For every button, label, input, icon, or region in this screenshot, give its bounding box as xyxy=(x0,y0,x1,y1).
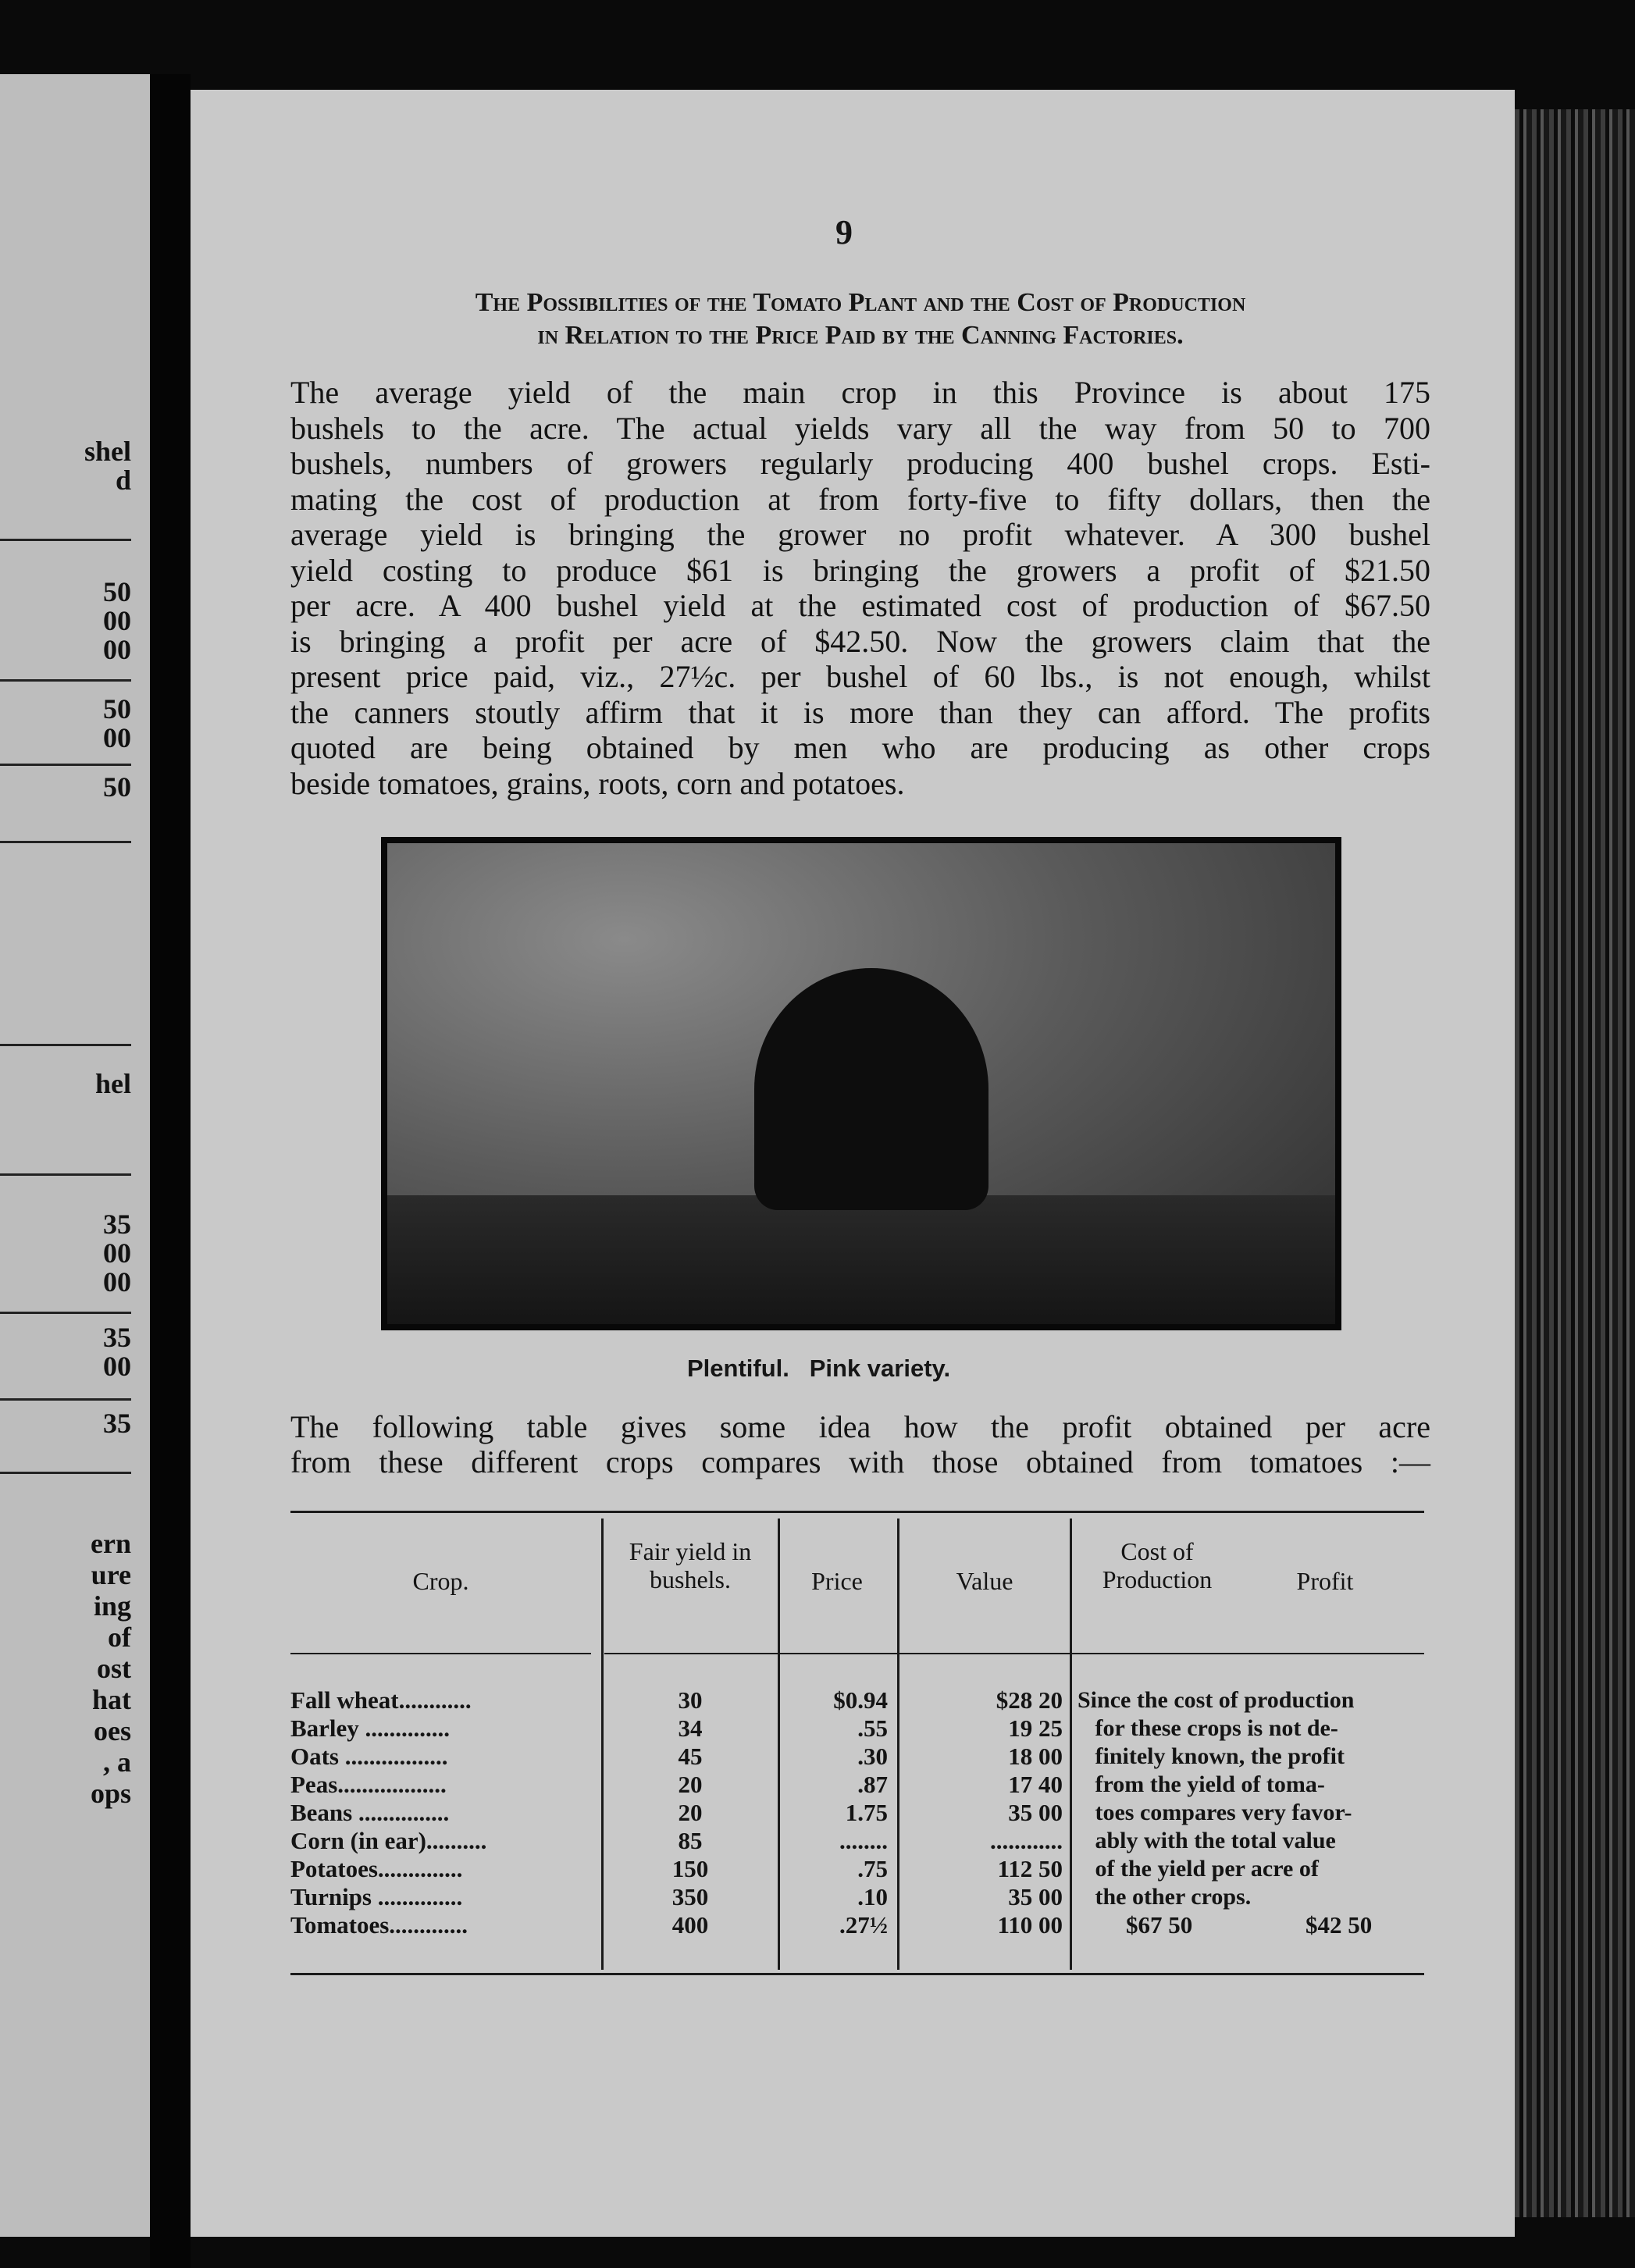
left-rule xyxy=(0,1173,131,1176)
tomato-photograph xyxy=(381,837,1341,1330)
paragraph-line: mating the cost of production at from forty-five to fifty dollars, then the xyxy=(290,481,1430,517)
table-cell-yield: 34 xyxy=(678,1714,703,1742)
section-heading-line-2: in Relation to the Price Paid by the Canning Factories. xyxy=(537,321,1184,350)
table-cell-price: .55 xyxy=(857,1714,888,1742)
left-rule xyxy=(0,841,131,843)
crop-profit-table xyxy=(290,1511,1424,1979)
table-cell-crop: Corn (in ear).......... xyxy=(290,1827,487,1854)
left-rule xyxy=(0,539,131,541)
table-cell-yield: 20 xyxy=(678,1771,703,1798)
header-value: Value xyxy=(956,1567,1013,1595)
table-cell-yield: 400 xyxy=(671,1911,709,1939)
photo-tomato-pile xyxy=(754,968,988,1210)
left-rule xyxy=(0,1312,131,1314)
book-gutter xyxy=(150,74,191,2268)
intro-line: The following table gives some idea how the profit obtained per acre xyxy=(290,1409,1430,1444)
table-cell-value: 19 25 xyxy=(1008,1714,1063,1742)
table-cell-crop: Potatoes.............. xyxy=(290,1855,463,1882)
tomato-cost: $67 50 xyxy=(1126,1911,1193,1939)
column-rule xyxy=(778,1519,780,1970)
left-fragment-text: 35 xyxy=(103,1408,131,1439)
cost-note: Since the cost of production for these crops is not de- finitely known, the profit from the yield of toma- toes compares very favor- ably with the total value of the yield per acre of the other crops. xyxy=(1078,1687,1355,1910)
table-cell-crop: Fall wheat............ xyxy=(290,1686,472,1714)
paragraph-line: bushels, numbers of growers regularly producing 400 bushel crops. Esti- xyxy=(290,446,1430,481)
column-rule xyxy=(601,1519,604,1970)
header-crop: Crop. xyxy=(412,1567,469,1595)
paragraph-line: yield costing to produce $61 is bringing the growers a profit of $21.50 xyxy=(290,552,1430,588)
left-fragment-text: shel d xyxy=(84,436,131,496)
table-cell-crop: Peas.................. xyxy=(290,1771,447,1798)
page-number: 9 xyxy=(835,213,853,251)
left-fragment-text: 50 00 xyxy=(103,693,131,753)
table-cell-price: .30 xyxy=(857,1743,888,1770)
left-fragment-text: 50 00 00 xyxy=(103,576,131,665)
table-cell-price: .10 xyxy=(857,1883,888,1910)
header-yield: Fair yield in bushels. xyxy=(629,1537,752,1593)
column-rule xyxy=(1070,1519,1072,1970)
header-cost: Cost of Production xyxy=(1102,1537,1213,1593)
table-cell-crop: Beans ............... xyxy=(290,1799,450,1826)
paragraph-line: The average yield of the main crop in this Province is about 175 xyxy=(290,375,1430,410)
left-fragment-text: 35 00 00 xyxy=(103,1209,131,1298)
left-rule xyxy=(0,1044,131,1046)
table-cell-price: .27½ xyxy=(839,1911,888,1939)
paragraph-line: per acre. A 400 bushel yield at the estimated cost of production of $67.50 xyxy=(290,588,1430,623)
left-fragment-text: hel xyxy=(94,1068,131,1099)
table-top-rule xyxy=(290,1511,1424,1513)
table-cell-value: 110 00 xyxy=(997,1911,1063,1939)
photo-image xyxy=(387,843,1335,1324)
table-cell-yield: 20 xyxy=(678,1799,703,1826)
table-cell-price: .75 xyxy=(857,1855,888,1882)
paragraph-line: is bringing a profit per acre of $42.50. Now the growers claim that the xyxy=(290,623,1430,659)
table-cell-yield: 85 xyxy=(678,1827,703,1854)
table-cell-price: 1.75 xyxy=(845,1799,888,1826)
tomato-profit: $42 50 xyxy=(1306,1911,1373,1939)
header-rule xyxy=(1078,1653,1424,1654)
header-profit: Profit xyxy=(1296,1567,1354,1595)
table-cell-yield: 350 xyxy=(671,1883,709,1910)
left-rule xyxy=(0,679,131,682)
left-rule xyxy=(0,1398,131,1401)
photo-caption: Plentiful. Pink variety. xyxy=(687,1355,951,1382)
column-rule xyxy=(897,1519,899,1970)
left-fragment-text: 35 00 xyxy=(103,1322,131,1382)
left-rule xyxy=(0,1472,131,1474)
left-rule xyxy=(0,764,131,766)
table-cell-yield: 150 xyxy=(671,1855,709,1882)
paragraph-line: bushels to the acre. The actual yields vary all the way from 50 to 700 xyxy=(290,410,1430,446)
table-bottom-rule xyxy=(290,1973,1424,1975)
header-rule xyxy=(290,1653,591,1654)
table-cell-value: 112 50 xyxy=(997,1855,1063,1882)
table-cell-crop: Turnips .............. xyxy=(290,1883,463,1910)
paragraph-line: present price paid, viz., 27½c. per bushel of 60 lbs., is not enough, whilst xyxy=(290,659,1430,694)
table-cell-yield: 30 xyxy=(678,1686,703,1714)
table-cell-price: $0.94 xyxy=(833,1686,888,1714)
table-intro xyxy=(290,1409,1430,1479)
paragraph-line: beside tomatoes, grains, roots, corn and potatoes. xyxy=(290,765,905,801)
table-cell-value: 35 00 xyxy=(1008,1799,1063,1826)
table-cell-value: ............ xyxy=(990,1827,1063,1854)
intro-line: from these different crops compares with those obtained from tomatoes :— xyxy=(290,1444,1430,1479)
paragraph-line: quoted are being obtained by men who are producing as other crops xyxy=(290,730,1430,765)
paragraph-line: the canners stoutly affirm that it is more than they can afford. The profits xyxy=(290,694,1430,730)
page-edges xyxy=(1515,109,1635,2217)
left-fragment-text: ern ure ing of ost hat oes , a ops xyxy=(90,1528,131,1809)
left-fragment-text: 50 xyxy=(103,771,131,803)
left-page-fragment xyxy=(0,74,150,2237)
table-cell-crop: Oats ................. xyxy=(290,1743,448,1770)
table-cell-price: ........ xyxy=(839,1827,888,1854)
table-cell-value: 17 40 xyxy=(1008,1771,1063,1798)
header-price: Price xyxy=(811,1567,863,1595)
photo-ground xyxy=(387,1195,1335,1324)
table-cell-price: .87 xyxy=(857,1771,888,1798)
table-cell-yield: 45 xyxy=(678,1743,703,1770)
table-cell-crop: Tomatoes............. xyxy=(290,1911,468,1939)
table-cell-value: 35 00 xyxy=(1008,1883,1063,1910)
header-rule xyxy=(604,1653,1078,1654)
table-cell-crop: Barley .............. xyxy=(290,1714,451,1742)
table-cell-value: 18 00 xyxy=(1008,1743,1063,1770)
body-paragraph xyxy=(290,375,1430,801)
table-cell-value: $28 20 xyxy=(996,1686,1063,1714)
section-heading-line-1: The Possibilities of the Tomato Plant and the Cost of Production xyxy=(475,288,1246,317)
paragraph-line: average yield is bringing the grower no profit whatever. A 300 bushel xyxy=(290,517,1430,552)
